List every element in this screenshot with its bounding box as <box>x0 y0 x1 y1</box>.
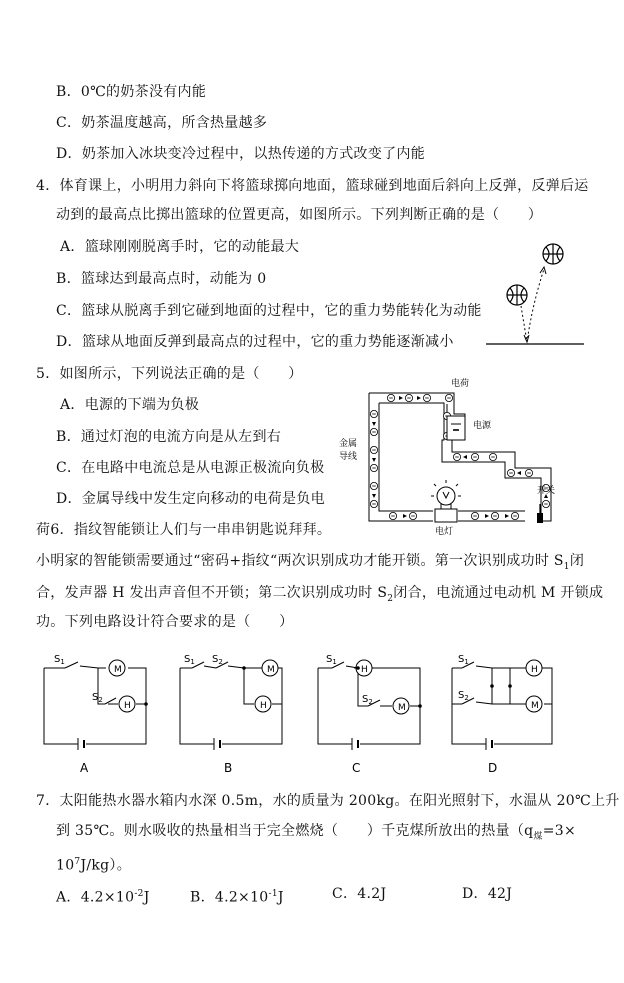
q6-line2-text: 小明家的智能锁需要通过“密码+指纹“两次识别成功才能开锁。第一次识别成功时 S <box>36 553 564 569</box>
s1-sub: 1 <box>332 658 337 666</box>
label-s2 <box>362 694 373 706</box>
q6-line3-sub: 2 <box>387 593 394 604</box>
q4-option-d: D．篮球从地面反弹到最高点的过程中，它的重力势能逐渐减小 <box>56 334 454 350</box>
symbol-h: H <box>260 701 267 711</box>
q7-line3-a: 10 <box>56 857 75 874</box>
label-s2 <box>92 692 103 704</box>
q6-line4: 功。下列电路设计符合要求的是（ ） <box>36 614 294 630</box>
q4-stem-line1: 4．体育课上，小明用力斜向下将篮球掷向地面，篮球碰到地面后斜向上反弹，反弹后运 <box>36 178 589 194</box>
circuit-d <box>448 648 560 776</box>
symbol-h: H <box>531 665 538 675</box>
s1-sub: 1 <box>60 658 65 666</box>
q7-line1: 7．太阳能热水器水箱内水深 0.5m，水的质量为 200kg。在阳光照射下，水温从 20℃上升 <box>36 793 620 809</box>
lamp-icon <box>431 480 461 522</box>
q5-stem: 5．如图所示，下列说法正确的是（ ） <box>36 366 303 382</box>
q6-line3-a: 合，发声器 H 发出声音但不开锁；第二次识别成功时 S <box>36 585 388 601</box>
s2-s: S <box>458 690 465 701</box>
symbol-m: M <box>267 665 275 675</box>
label-s1 <box>54 654 65 666</box>
q6-stem-start: 6．指纹智能锁让人们与一串串钥匙说拜拜。 <box>50 522 332 538</box>
s1-sub: 1 <box>190 658 195 666</box>
q7-option-d: D．42J <box>462 886 513 902</box>
label-s1 <box>184 654 195 666</box>
label-lamp: 电灯 <box>435 527 454 537</box>
s2-s: S <box>362 694 369 705</box>
s1-sub: 1 <box>464 658 469 666</box>
q7-option-c: C．4.2J <box>332 886 387 902</box>
s1-s: S <box>54 654 61 665</box>
q7-line2-b: =3× <box>542 823 576 839</box>
q4-stem-line2: 动到的最高点比掷出篮球的位置更高，如图所示。下列判断正确的是（ ） <box>56 207 543 223</box>
q5-option-b: B．通过灯泡的电流方向是从左到右 <box>56 429 282 445</box>
q6-line1 <box>36 521 331 539</box>
charge-dots <box>370 394 549 519</box>
q3-option-d: D．奶茶加入冰块变冷过程中，以热传递的方式改变了内能 <box>56 146 426 162</box>
q7-b-text: B．4.2×10 <box>190 889 269 906</box>
s1-s: S <box>326 654 333 665</box>
symbol-m: M <box>531 701 539 711</box>
q6-line2-sub: 1 <box>563 561 570 572</box>
s2-sub: 2 <box>218 658 223 666</box>
circuit-c-label: C <box>352 761 361 775</box>
q5-option-c: C．在电路中电流总是从电源正极流向负极 <box>56 460 325 476</box>
q7-line3 <box>56 853 131 875</box>
basketball-figure <box>480 236 590 348</box>
q7-line3-sup: 7 <box>74 857 81 867</box>
circuit-b <box>176 648 288 776</box>
q7-line2-sub: 煤 <box>533 831 543 842</box>
switch-s1 <box>65 662 78 668</box>
s2-sub: 2 <box>464 694 469 702</box>
battery-box <box>447 416 465 440</box>
symbol-m: M <box>114 665 122 675</box>
q7-line2 <box>56 822 576 846</box>
q5-option-d-continuation: 荷 <box>36 522 51 538</box>
s1-s: S <box>184 654 191 665</box>
symbol-m: M <box>398 703 406 713</box>
basketball-top <box>543 244 563 264</box>
q6-line2 <box>36 552 584 576</box>
q6-line2-end: 闭 <box>569 553 585 569</box>
q7-option-a <box>56 885 150 907</box>
q6-line3-b: 闭合，电流通过电动机 M 开锁成 <box>393 585 604 601</box>
q7-line3-b: J/kg）。 <box>80 857 132 874</box>
label-s1 <box>326 654 337 666</box>
label-switch: 开关 <box>537 486 556 496</box>
s1-s: S <box>458 654 465 665</box>
circuit-figure <box>335 376 556 537</box>
basketball-low <box>507 285 527 305</box>
q3-option-c: C．奶茶温度越高，所含热量越多 <box>56 115 268 131</box>
q4-option-a: A．篮球刚刚脱离手时，它的动能最大 <box>60 239 300 255</box>
label-power-source: 电源 <box>473 421 492 431</box>
q7-b-unit: J <box>277 889 284 906</box>
q7-a-text: A．4.2×10 <box>56 889 135 906</box>
s2-sub: 2 <box>98 696 103 704</box>
q7-a-sup: -2 <box>134 889 144 899</box>
q7-line2-a: 到 35℃。则水吸收的热量相当于完全燃烧（ ）千克煤所放出的热量（q <box>56 823 534 839</box>
symbol-h: H <box>124 701 131 711</box>
q7-b-sup: -1 <box>268 889 278 899</box>
q7-a-unit: J <box>143 889 150 906</box>
ball-trajectory <box>521 269 544 342</box>
q3-option-b: B．0℃的奶茶没有内能 <box>56 84 207 100</box>
circuit-a-label: A <box>80 761 89 775</box>
circuit-a <box>40 648 152 776</box>
q5-option-a: A．电源的下端为负极 <box>60 397 200 413</box>
s2-sub: 2 <box>368 698 373 706</box>
q7-option-b <box>190 885 284 907</box>
q5-option-d: D．金属导线中发生定向移动的电荷是负电 <box>56 491 325 507</box>
circuit-c <box>314 648 426 776</box>
label-s2 <box>458 690 469 702</box>
circuit-b-label: B <box>224 761 233 775</box>
q6-line3 <box>36 584 603 608</box>
q4-option-b: B．篮球达到最高点时，动能为 0 <box>56 271 267 287</box>
switch-s2 <box>105 698 116 704</box>
label-charge: 电荷 <box>451 379 470 389</box>
switch-icon <box>537 504 543 523</box>
s2-s: S <box>92 692 99 703</box>
label-s2 <box>212 654 223 666</box>
q4-option-c: C．篮球从脱离手到它碰到地面的过程中，它的重力势能转化为动能 <box>56 303 482 319</box>
symbol-h: H <box>361 665 368 675</box>
label-wire: 导线 <box>339 452 358 462</box>
label-s1 <box>458 654 469 666</box>
label-metal: 金属 <box>339 439 358 449</box>
circuit-d-label: D <box>488 761 498 775</box>
s2-s: S <box>212 654 219 665</box>
